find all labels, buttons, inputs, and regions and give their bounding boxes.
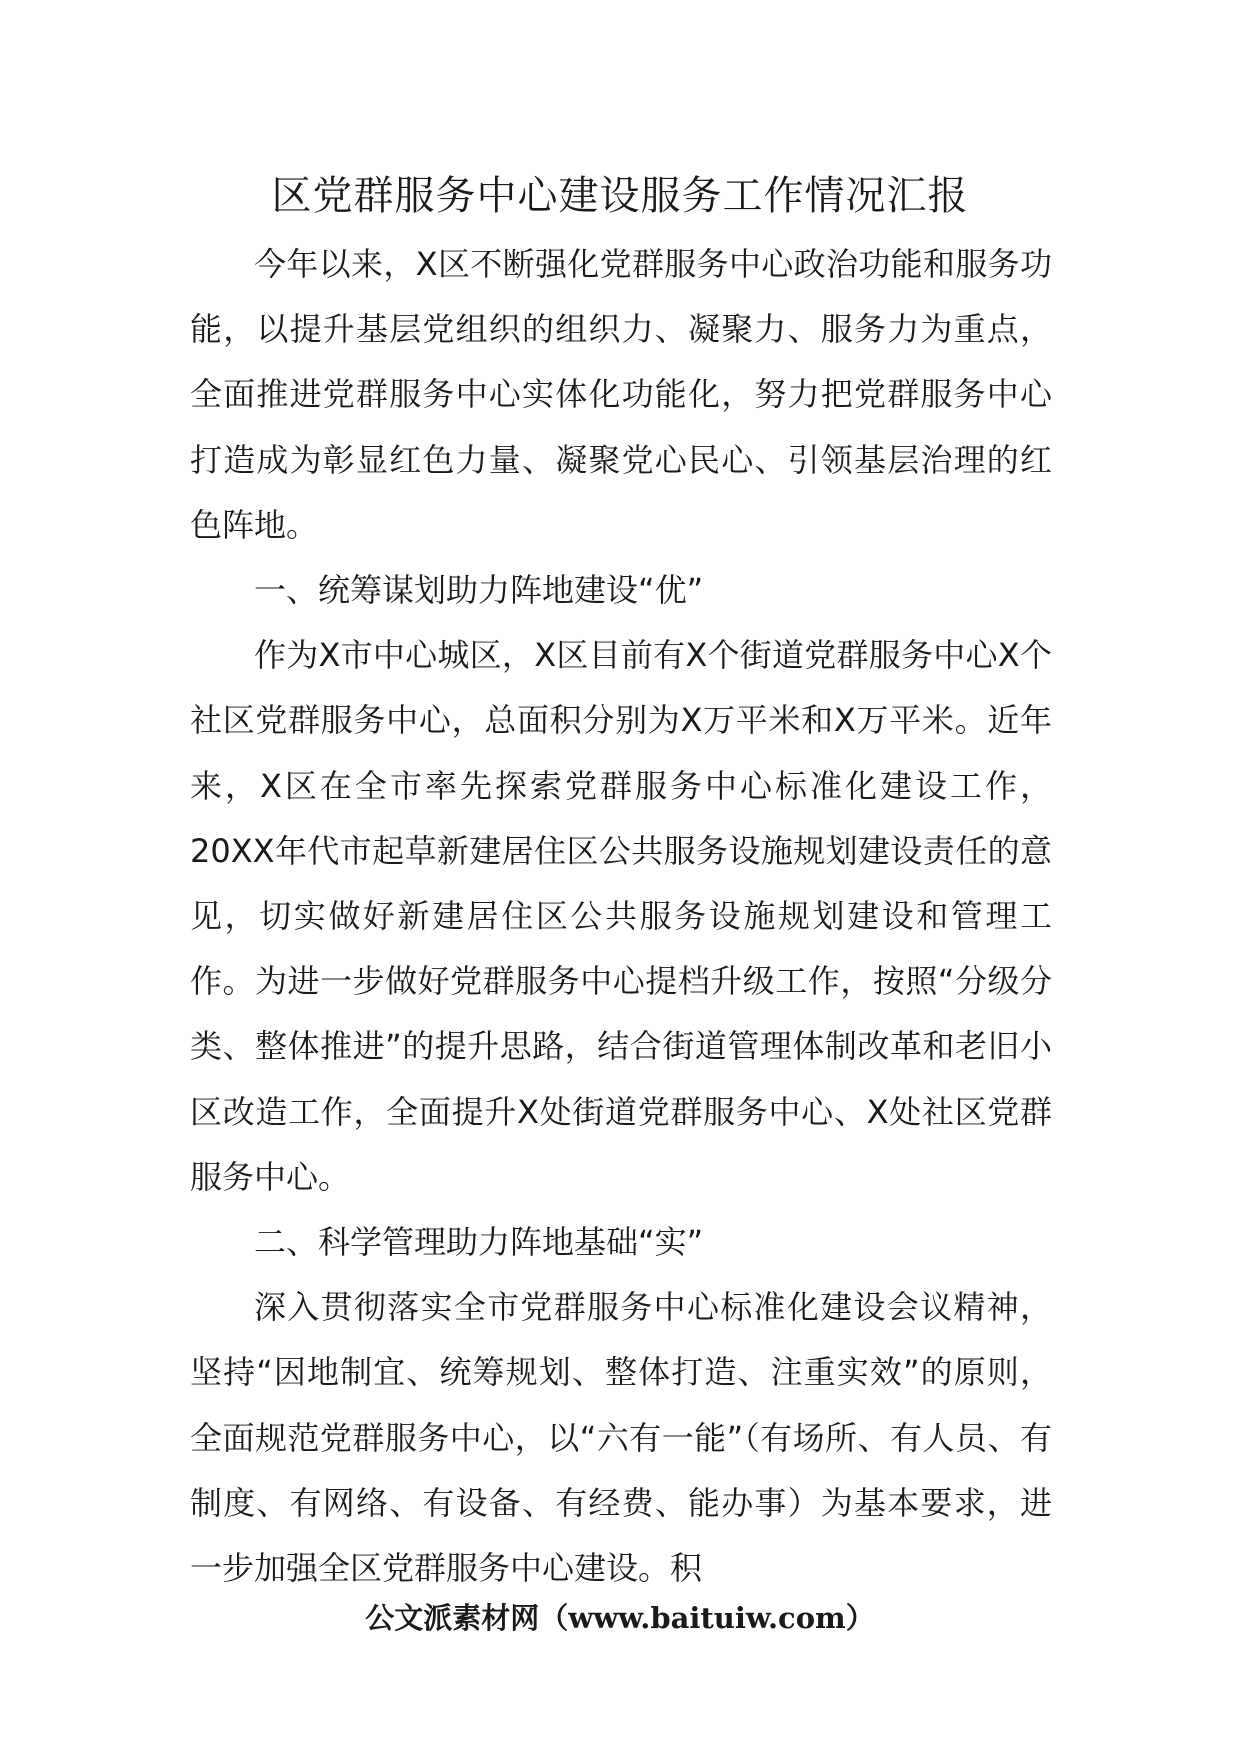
section-heading-2: 二、科学管理助力阵地基础“实” [254, 1223, 704, 1262]
paragraph-section-1: 作为X市中心城区，X区目前有X个街道党群服务中心X个社区党群服务中心，总面积分别为X万平米和X万平米。近年来，X区在全市率先探索党群服务中心标准化建设工作，20XX年代市起草新建居住区公共服务设施规划建设责任的意见，切实做好新建居住区公共服务设施规划建设和管理工作。为进一步做好党群服务中心提档升级工作，按照“分级分类、整体推进”的提升思路，结合街道管理体制改革和老旧小区改造工作，全面提升X处街道党群服务中心、X处社区党群服务中心。 [190, 636, 1052, 1196]
footer-watermark: 公文派素材网（www.baituiw.com） [365, 1601, 875, 1635]
section-heading-1: 一、统筹谋划助力阵地建设“优” [254, 571, 704, 610]
paragraph-intro: 今年以来，X区不断强化党群服务中心政治功能和服务功能，以提升基层党组织的组织力、凝聚力、服务力为重点，全面推进党群服务中心实体化功能化，努力把党群服务中心打造成为彰显红色力量、凝聚党心民心、引领基层治理的红色阵地。 [190, 245, 1052, 544]
document-body [190, 232, 1052, 1601]
paragraph-section-2: 深入贯彻落实全市党群服务中心标准化建设会议精神，坚持“因地制宜、统筹规划、整体打造、注重实效”的原则，全面规范党群服务中心，以“六有一能”（有场所、有人员、有制度、有网络、有设备、有经费、能办事）为基本要求，进一步加强全区党群服务中心建设。积 [190, 1288, 1052, 1588]
document-title: 区党群服务中心建设服务工作情况汇报 [271, 173, 969, 219]
